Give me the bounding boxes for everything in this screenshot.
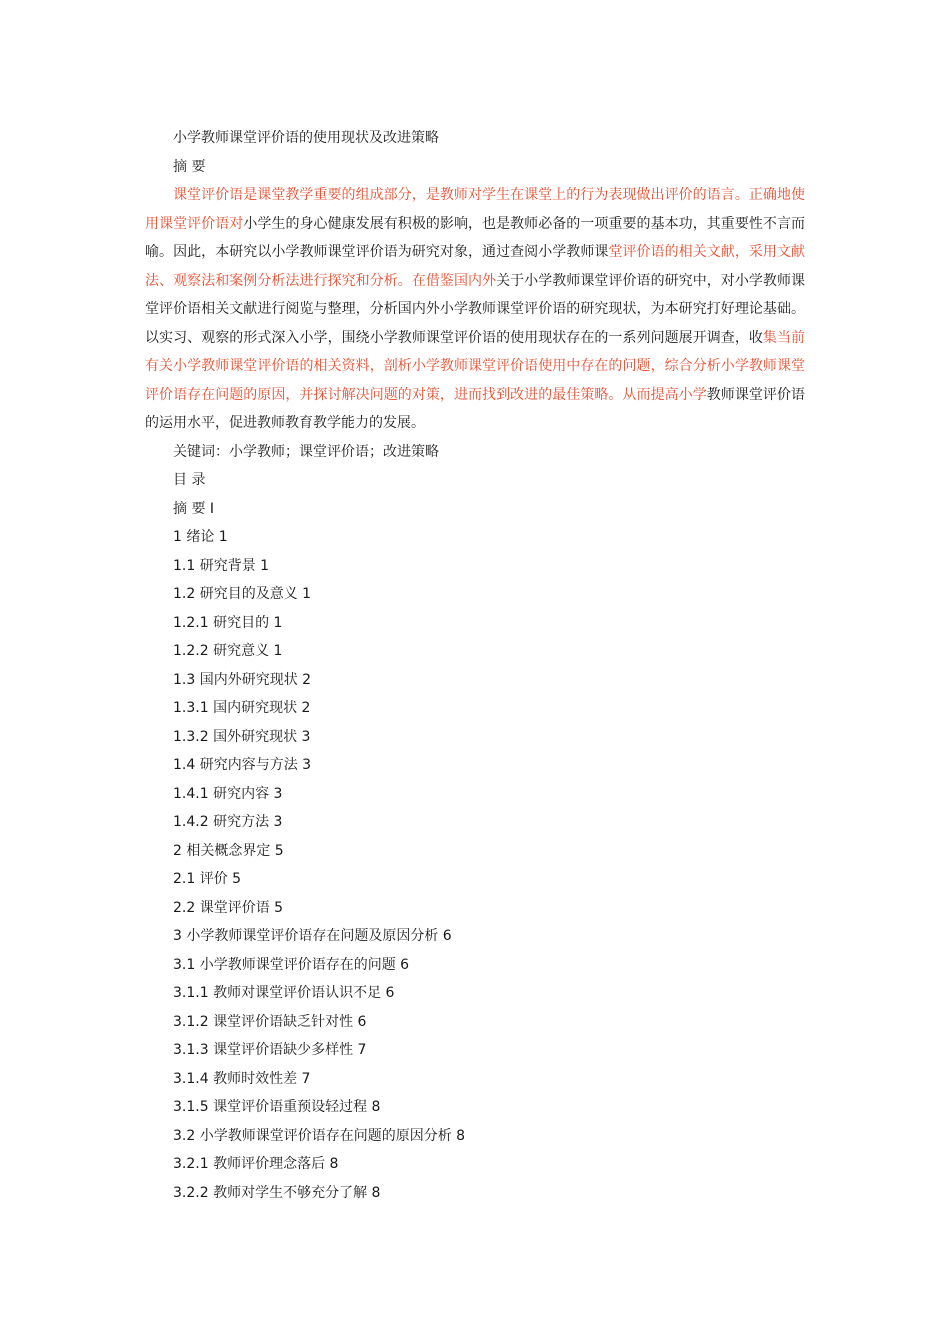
toc-entry: 1.3.2 国外研究现状 3 xyxy=(173,728,311,745)
toc-entry: 3.1 小学教师课堂评价语存在的问题 6 xyxy=(173,956,410,973)
abstract-segment-highlight: 堂评价语的相关文献，采用文献法、观察法和案例分析法进行探究和分析。在借鉴国内外 xyxy=(145,244,806,289)
abstract-segment-highlight: 集当前有关小学教师课堂评价语的相关资料，剖析小学教师课堂评价语使用中存在的问题，综合分析小学教师课堂评价语存在问题的原因，并探讨解决问题的对策，进而找到改进的最佳策略。从而提高小学 xyxy=(145,329,806,403)
document-content xyxy=(145,124,805,1207)
toc-entry: 1.3 国内外研究现状 2 xyxy=(173,671,312,688)
toc-entry: 3.1.1 教师对课堂评价语认识不足 6 xyxy=(173,985,395,1001)
toc-entry: 3.2 小学教师课堂评价语存在问题的原因分析 8 xyxy=(173,1127,466,1144)
toc-entry: 3.1.3 课堂评价语缺少多样性 7 xyxy=(173,1042,367,1058)
document-title: 小学教师课堂评价语的使用现状及改进策略 xyxy=(173,130,439,146)
toc-entry: 3.1.4 教师时效性差 7 xyxy=(173,1070,311,1087)
toc-entry: 1 绪论 1 xyxy=(173,529,228,545)
toc-entry: 1.2.1 研究目的 1 xyxy=(173,614,283,631)
abstract-segment: 小学生的身心健康发展有积极的影响，也是教师必备的一项重要的基本功，其重要性不言而喻。因此，本研究以小学教师课堂评价语为研究对象，通过查阅小学教师课 xyxy=(145,215,806,260)
keywords-line: 关键词：小学教师；课堂评价语；改进策略 xyxy=(173,443,439,460)
toc-entry: 3 小学教师课堂评价语存在问题及原因分析 6 xyxy=(173,928,452,944)
toc-entry: 1.4 研究内容与方法 3 xyxy=(173,757,312,773)
abstract-segment: 教师课堂评价语的运用水平，促进教师教育教学能力的发展。 xyxy=(145,386,806,431)
toc-entry: 3.1.2 课堂评价语缺乏针对性 6 xyxy=(173,1013,367,1030)
toc-entry: 2 相关概念界定 5 xyxy=(173,842,284,859)
toc-entry: 1.1 研究背景 1 xyxy=(173,557,270,574)
toc-entry: 1.2.2 研究意义 1 xyxy=(173,643,283,659)
toc-entry: 1.4.1 研究内容 3 xyxy=(173,785,283,802)
toc-entry: 1.2 研究目的及意义 1 xyxy=(173,586,312,602)
toc-entry: 2.2 课堂评价语 5 xyxy=(173,899,284,916)
toc-entry: 3.2.2 教师对学生不够充分了解 8 xyxy=(173,1184,381,1201)
toc-entry: 2.1 评价 5 xyxy=(173,871,242,887)
toc-list xyxy=(145,495,805,1208)
toc-entry: 摘 要 I xyxy=(173,500,215,517)
toc-entry: 1.3.1 国内研究现状 2 xyxy=(173,700,311,716)
toc-entry: 3.1.5 课堂评价语重预设轻过程 8 xyxy=(173,1099,381,1115)
toc-entry: 1.4.2 研究方法 3 xyxy=(173,814,283,830)
abstract-heading: 摘 要 xyxy=(173,158,206,175)
abstract-paragraph xyxy=(145,181,805,438)
toc-entry: 3.2.1 教师评价理念落后 8 xyxy=(173,1156,339,1172)
abstract-segment-highlight: 课堂评价语是课堂教学重要的组成部分，是教师对学生在课堂上的行为表现做出评价的语言。正确地使用课堂评价语对 xyxy=(145,187,805,232)
abstract-segment: 关于小学教师课堂评价语的研究中，对小学教师课堂评价语相关文献进行阅览与整理，分析国内外小学教师课堂评价语的研究现状，为本研究打好理论基础。以实习、观察的形式深入小学，围绕小学教师课堂评价语的使用现状存在的一系列问题展开调查，收 xyxy=(145,272,806,346)
toc-heading: 目 录 xyxy=(173,472,206,488)
